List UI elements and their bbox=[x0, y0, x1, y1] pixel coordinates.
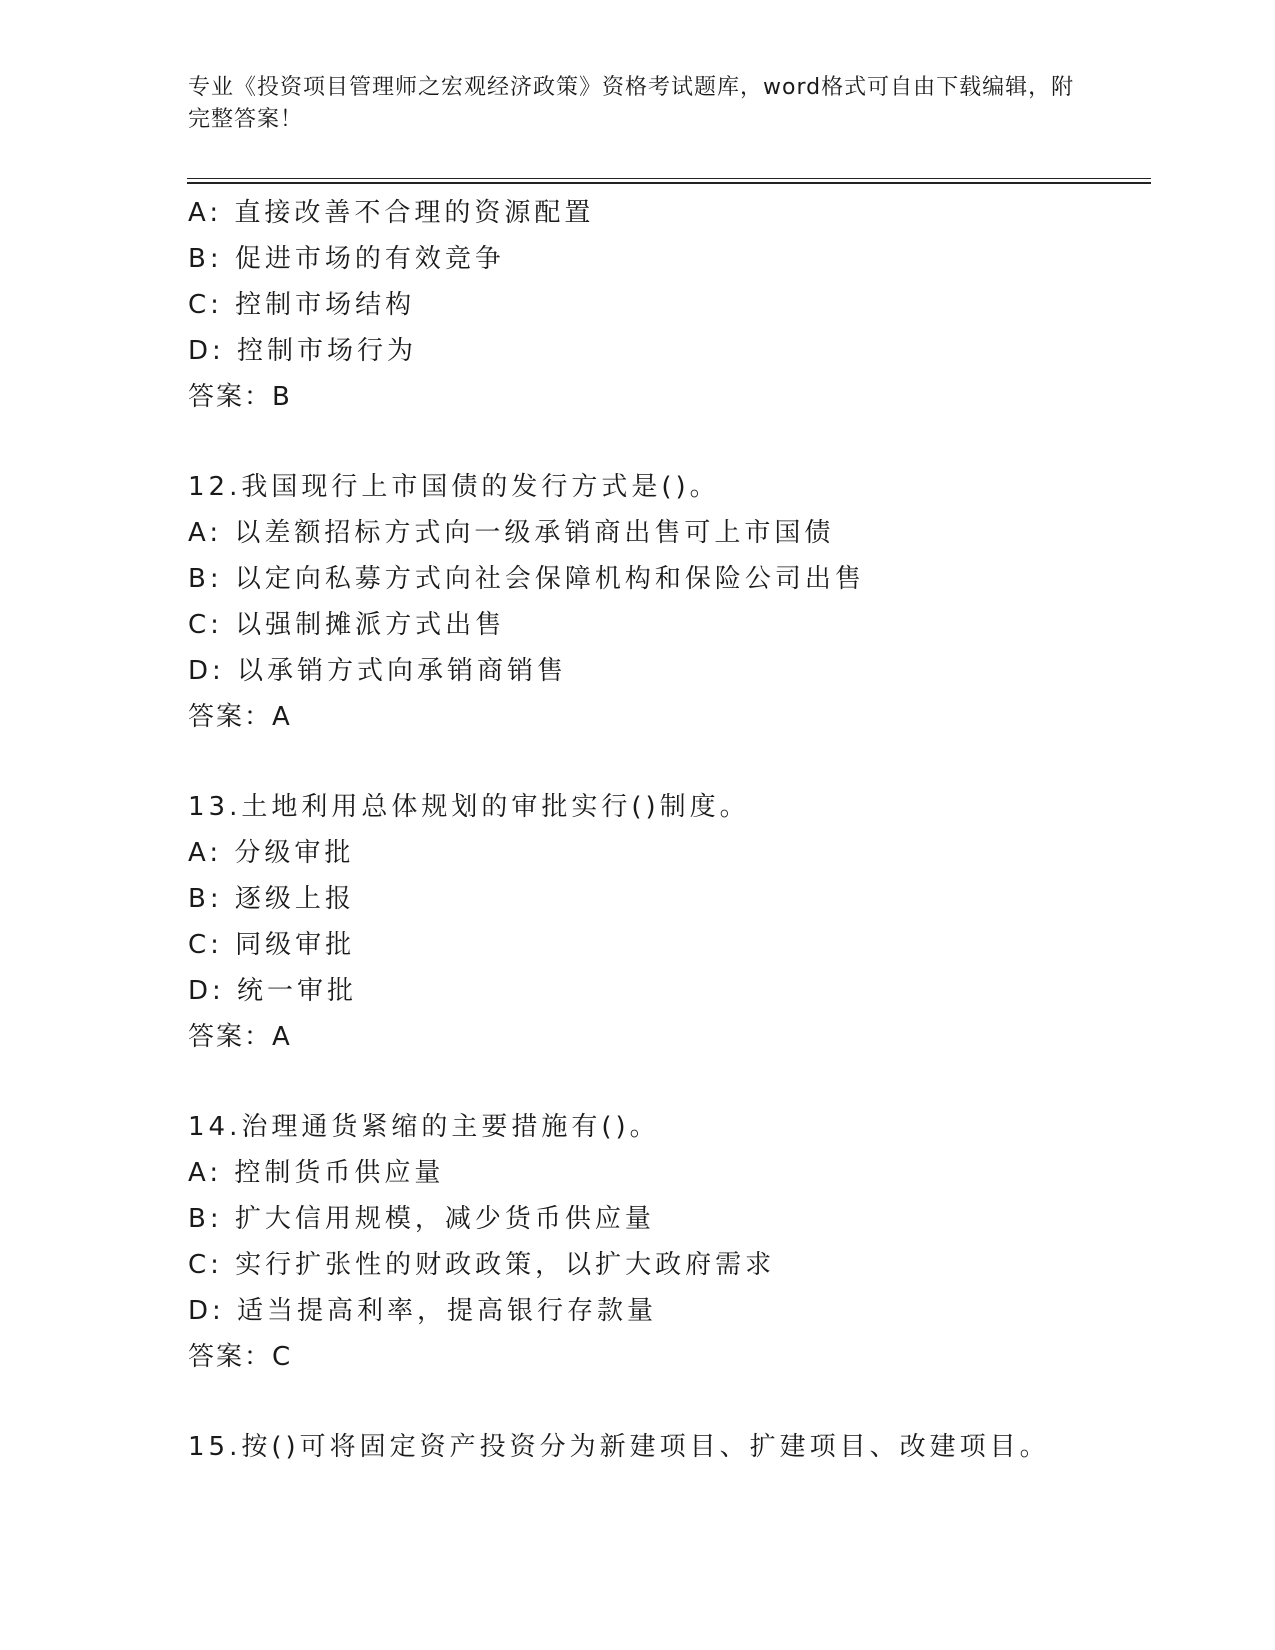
document-header: 专业《投资项目管理师之宏观经济政策》资格考试题库，word格式可自由下载编辑，附完整答案！ bbox=[188, 75, 1075, 132]
answer-line: 答案：C bbox=[188, 1342, 293, 1372]
option-d: D: 以承销方式向承销商销售 bbox=[188, 656, 568, 686]
option-a: A: 分级审批 bbox=[188, 838, 355, 868]
question-block-12 bbox=[188, 464, 1148, 740]
option-c: C: 同级审批 bbox=[188, 930, 356, 960]
option-b: B: 扩大信用规模，减少货币供应量 bbox=[188, 1204, 655, 1234]
option-b: B: 促进市场的有效竞争 bbox=[188, 244, 505, 274]
option-c: C: 以强制摊派方式出售 bbox=[188, 610, 506, 640]
answer-line: 答案：A bbox=[188, 702, 292, 732]
question-block-15 bbox=[188, 1424, 1148, 1470]
option-b: B: 以定向私募方式向社会保障机构和保险公司出售 bbox=[188, 564, 865, 594]
question-text: 14.治理通货紧缩的主要措施有()。 bbox=[188, 1112, 660, 1142]
question-block-13 bbox=[188, 784, 1148, 1060]
option-d: D: 控制市场行为 bbox=[188, 336, 418, 366]
option-d: D: 适当提高利率，提高银行存款量 bbox=[188, 1296, 658, 1326]
option-b: B: 逐级上报 bbox=[188, 884, 355, 914]
option-d: D: 统一审批 bbox=[188, 976, 358, 1006]
option-a: A: 直接改善不合理的资源配置 bbox=[188, 198, 595, 228]
answer-line: 答案：A bbox=[188, 1022, 292, 1052]
option-a: A: 以差额招标方式向一级承销商出售可上市国债 bbox=[188, 518, 835, 548]
question-text: 13.土地利用总体规划的审批实行()制度。 bbox=[188, 792, 750, 822]
header-divider-thin bbox=[187, 178, 1151, 179]
question-text: 15.按()可将固定资产投资分为新建项目、扩建项目、改建项目。 bbox=[188, 1432, 1050, 1462]
option-c: C: 控制市场结构 bbox=[188, 290, 416, 320]
answer-line: 答案：B bbox=[188, 382, 292, 412]
question-block-14 bbox=[188, 1104, 1148, 1380]
option-c: C: 实行扩张性的财政政策，以扩大政府需求 bbox=[188, 1250, 776, 1280]
option-a: A: 控制货币供应量 bbox=[188, 1158, 445, 1188]
header-divider-thick bbox=[187, 182, 1151, 184]
question-block-11 bbox=[188, 190, 1148, 420]
question-list bbox=[188, 190, 1148, 1470]
question-text: 12.我国现行上市国债的发行方式是()。 bbox=[188, 472, 720, 502]
